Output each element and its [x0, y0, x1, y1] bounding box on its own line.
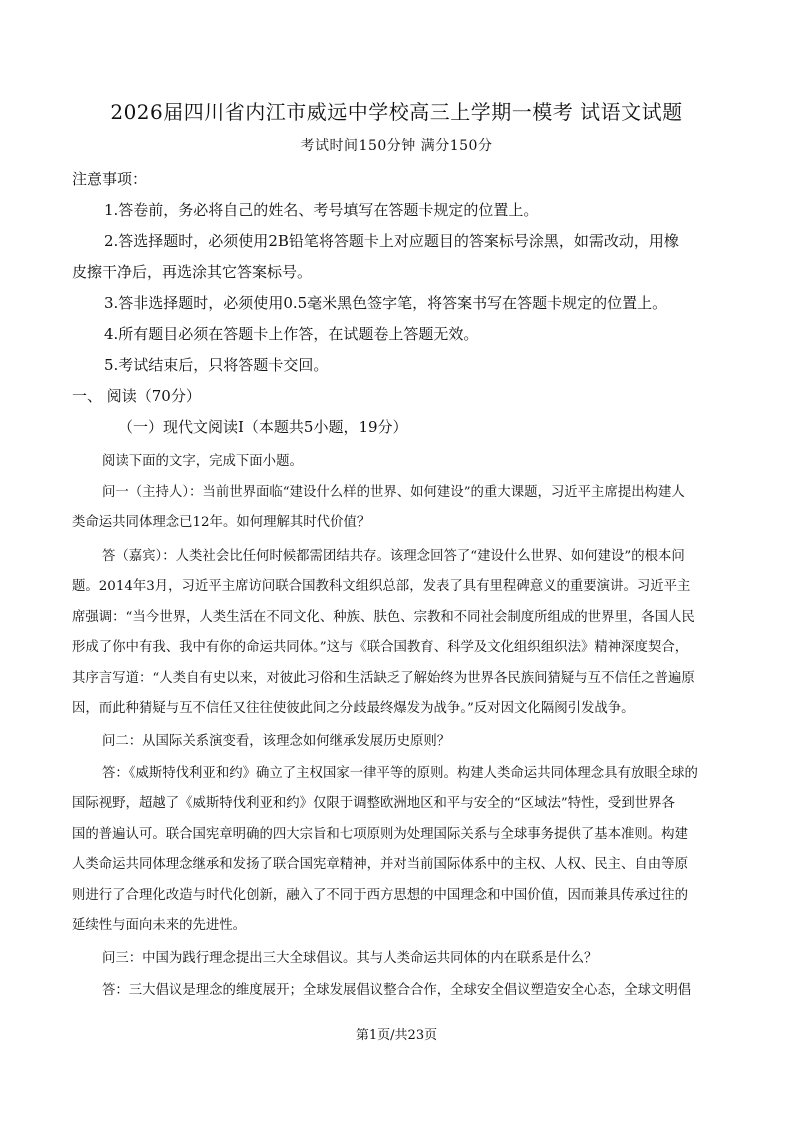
section-heading: 一、 阅读（70分）	[72, 387, 201, 405]
page-number: 第1页/共23页	[355, 1028, 438, 1043]
notice-item: 2.答选择题时，必须使用2B铅笔将答题卡上对应题目的答案标号涂黑，如需改动，用橡	[104, 232, 679, 250]
passage-line: 国的普遍认可。联合国宪章明确的四大宗旨和七项原则为处理国际关系与全球事务提供了基本准则。构建	[72, 827, 688, 842]
passage-line: 问一（主持人）：当前世界面临“建设什么样的世界、如何建设”的重大课题，习近平主席提出构建人	[102, 485, 685, 500]
passage-line: 人类命运共同体理念继承和发扬了联合国宪章精神，并对当前国际体系中的主权、人权、民主、自由等原	[72, 857, 688, 872]
passage-line: 其序言写道：“人类自有史以来，对彼此习俗和生活缺乏了解始终为世界各民族间猜疑与互不信任之普遍原	[72, 671, 695, 686]
exam-time-and-score: 考试时间150分钟 满分150分	[300, 138, 493, 154]
reading-instruction: 阅读下面的文字，完成下面小题。	[102, 454, 303, 469]
passage-line: 题。2014年3月，习近平主席访问联合国教科文组织总部，发表了具有里程碑意义的重要演讲。习近平主	[72, 579, 691, 594]
passage-line: 答：三大倡议是理念的维度展开；全球发展倡议整合合作，全球安全倡议塑造安全心态，全球文明倡	[102, 983, 692, 998]
subsection-heading: （一）现代文阅读Ⅰ（本题共5小题，19分）	[118, 418, 408, 436]
notice-item: 1.答卷前，务必将自己的姓名、考号填写在答题卡规定的位置上。	[104, 201, 539, 219]
document-title: 2026届四川省内江市威远中学校高三上学期一模考 试语文试题	[110, 100, 683, 124]
passage-line: 类命运共同体理念已12年。如何理解其时代价值？	[72, 515, 371, 530]
notice-item-continued: 皮擦干净后，再选涂其它答案标号。	[72, 263, 313, 281]
notice-item: 4.所有题目必须在答题卡上作答，在试题卷上答题无效。	[104, 325, 479, 343]
passage-line: 国际视野，超越了《威斯特伐利亚和约》仅限于调整欧洲地区和平与安全的“区域法”特性，受到世界各	[72, 796, 675, 811]
passage-line: 形成了你中有我、我中有你的命运共同体。”这与《联合国教育、科学及文化组织组织法》精神深度契合，	[72, 640, 689, 655]
passage-line: 问三：中国为践行理念提出三大全球倡议。其与人类命运共同体的内在联系是什么？	[102, 951, 598, 966]
notice-item: 3.答非选择题时，必须使用0.5毫米黑色签字笔，将答案书写在答题卡规定的位置上。	[104, 294, 668, 312]
passage-line: 答：《威斯特伐利亚和约》确立了主权国家一律平等的原则。构建人类命运共同体理念具有放眼全球的	[102, 766, 698, 781]
passage-line: 则进行了合理化改造与时代化创新，融入了不同于西方思想的中国理念和中国价值，因而兼具传承过往的	[72, 888, 688, 903]
passage-line: 延续性与面向未来的先进性。	[72, 918, 247, 933]
passage-line: 问二：从国际关系演变看，该理念如何继承发展历史原则？	[102, 734, 451, 749]
passage-line: 因，而此种猜疑与互不信任又往往使彼此间之分歧最终爆发为战争。”反对因文化隔阂引发战争。	[72, 701, 635, 716]
passage-line: 答（嘉宾）：人类社会比任何时候都需团结共存。该理念回答了“建设什么世界、如何建设”的根本问	[102, 549, 685, 564]
passage-line: 席强调：“当今世界，人类生活在不同文化、种族、肤色、宗教和不同社会制度所组成的世界里，各国人民	[72, 610, 695, 625]
notice-item: 5.考试结束后，只将答题卡交回。	[104, 356, 329, 374]
notice-heading: 注意事项：	[72, 170, 148, 188]
